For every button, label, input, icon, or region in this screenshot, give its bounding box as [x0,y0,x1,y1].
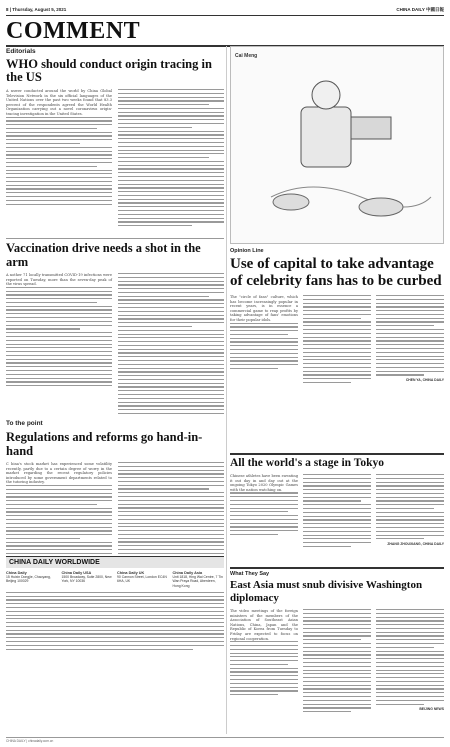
regulations-kicker: To the point [6,420,43,427]
washington-body-text-col3 [376,609,444,705]
tokyo-byline: ZHANG ZHOUXIANG, CHINA DAILY [387,542,444,547]
editorial-lead: A nswer conducted around the world by China Global Television Network in the six official languages of the United Nations over the past two weeks found that 83.3 percent of the respondents agreed the World Health Organization carrying out a novel coronavirus origin-tracing investigation in the United States. [6,89,112,116]
tokyo-body-text-col3 [376,474,444,539]
washington-headline: East Asia must snub divisive Washington diplomacy [230,579,423,604]
washington-body-text-col2 [303,609,371,712]
washington-lead: The video meetings of the foreign ministers of the members of the Association of Southeast Asian Nations, China, Japan and the Republic of Korea from Tuesday to Friday are expected to focus on regional cooperation. [230,609,298,641]
vaccination-body-text [6,287,112,387]
editorial-body-text [6,117,112,205]
page-header [6,4,444,16]
regulations-body-text-col2 [118,462,224,562]
opinion-headline: Use of capital to take advantage of celebrity fans has to be curbed [230,256,442,289]
washington-body-text [230,641,298,695]
editorial-cartoon [230,46,444,244]
page-footer: CHINA DAILY | chinadaily.com.cn [6,737,444,743]
regulations-lead: C hina's stock market has experienced some volatility recently, partly due to a certain degree of worry in the market regarding the recent regulatory policies introduced by some government departments related to the tutoring industry. [6,462,112,485]
vaccination-body-text-col2 [118,273,224,414]
cartoon-credit: Cai Meng [235,53,258,59]
editorial-article [6,48,224,229]
cartoon-illustration [231,47,443,243]
contact-block [6,556,224,652]
opinion-kicker: Opinion Line [230,248,264,254]
contact-col: China Daily UK 90 Cannon Street, London EC4N 6HA, UK [117,571,167,584]
washington-byline: BEIJING NEWS [419,707,444,712]
opinion-body-text-col3 [376,295,444,376]
editorial-kicker: Editorials [6,48,36,55]
contact-col: China Daily 15 Huixin Dongjie, Chaoyang, Beijing 100029 [6,571,51,584]
editorial-headline: WHO should conduct origin tracing in the US [6,57,212,84]
editorial-body-text-col2 [118,89,224,226]
tokyo-body-text [230,492,298,535]
contact-fine-print [6,592,224,650]
tokyo-headline: All the world's a stage in Tokyo [230,453,444,470]
opinion-article [230,248,444,386]
regulations-body-text [6,485,112,554]
vaccination-lead: A nother 71 locally transmitted COVID-19 infections were reported on Tuesday, more than the seven-day peak of the virus spread. [6,273,112,287]
regulations-headline: Regulations and reforms go hand-in-hand [6,430,203,458]
section-title: COMMENT [6,18,141,44]
washington-kicker: What They Say [230,567,444,577]
contact-bar: CHINA DAILY WORLDWIDE [6,556,224,568]
opinion-lead: The "circle of fans" culture, which has become increasingly popular in recent years, is in essence a commercial game to reap profits by taking advantage of fans' emotions for their popular idols. [230,295,298,322]
opinion-body-text-col2 [303,295,371,383]
opinion-body-text [230,323,298,370]
contact-col: China Daily Asia Unit 1818, Hing Wai Centre, 7 Tin Wan Praya Road, Aberdeen, Hong Kong [172,571,223,588]
vaccination-headline: Vaccination drive needs a shot in the arm [6,238,224,269]
vaccination-article [6,238,224,417]
opinion-byline: CHEN YA, CHINA DAILY [405,378,444,383]
regulations-article [6,420,224,568]
column-divider [226,46,227,734]
page-info: 8 | Thursday, August 5, 2021 [6,7,67,12]
tokyo-body-text-col2 [303,474,371,547]
tokyo-lead: Chinese athletes have been sweating it out day in and day out at the ongoing Tokyo 2020 Olympic Games with the nation watching on. [230,474,298,492]
tokyo-article [230,453,444,550]
washington-article [230,567,444,715]
contact-col: China Daily USA 1500 Broadway, Suite 2800, New York, NY 10036 [61,571,112,584]
masthead: CHINA DAILY 中國日報 [396,6,444,12]
